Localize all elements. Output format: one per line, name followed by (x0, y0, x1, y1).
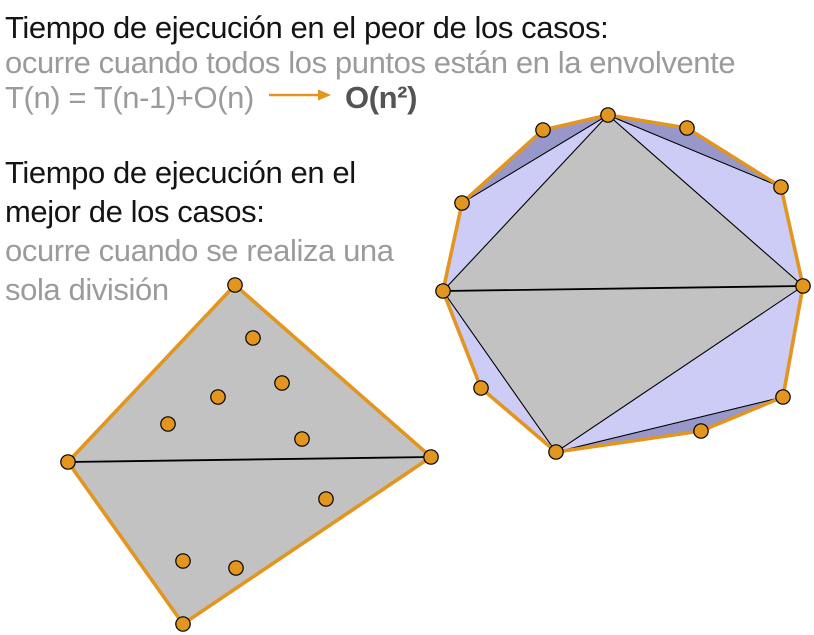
best-interior-point (161, 417, 175, 431)
worst-case-title: Tiempo de ejecución en el peor de los casos: (5, 10, 609, 45)
worst-case-text-block (5, 10, 735, 115)
best-interior-point (295, 432, 309, 446)
best-hull-point (424, 450, 438, 464)
worst-hull-point (549, 445, 563, 459)
best-hull-point (61, 455, 75, 469)
best-case-subtitle-line2: sola división (5, 272, 169, 307)
best-interior-point (275, 376, 289, 390)
worst-hull-point (694, 424, 708, 438)
best-case-text-block (5, 153, 394, 309)
best-case-subtitle-line1: ocurre cuando se realiza una (5, 233, 394, 268)
big-o-result: O(n²) (345, 80, 418, 115)
worst-hull-point (776, 390, 790, 404)
best-interior-point (319, 492, 333, 506)
arrow-right-icon (268, 87, 332, 103)
worst-hull-point (680, 121, 694, 135)
worst-hull-point (774, 180, 788, 194)
worst-hull-point (474, 381, 488, 395)
worst-hull-point (455, 196, 469, 210)
best-case-title-line1: Tiempo de ejecución en el (5, 155, 356, 190)
best-interior-point (229, 561, 243, 575)
best-interior-point (211, 390, 225, 404)
worst-hull-point (536, 123, 550, 137)
best-interior-point (246, 331, 260, 345)
worst-hull-point (436, 284, 450, 298)
best-case-title-line2: mejor de los casos: (5, 194, 265, 229)
worst-case-subtitle: ocurre cuando todos los puntos están en la envolvente (5, 45, 736, 80)
best-hull-point (176, 617, 190, 631)
worst-hull-point (796, 279, 810, 293)
recurrence-formula: T(n) = T(n-1)+O(n) (5, 80, 254, 115)
worst-case-formula-row (5, 80, 735, 115)
arrow-head (318, 90, 331, 101)
best-interior-point (176, 554, 190, 568)
